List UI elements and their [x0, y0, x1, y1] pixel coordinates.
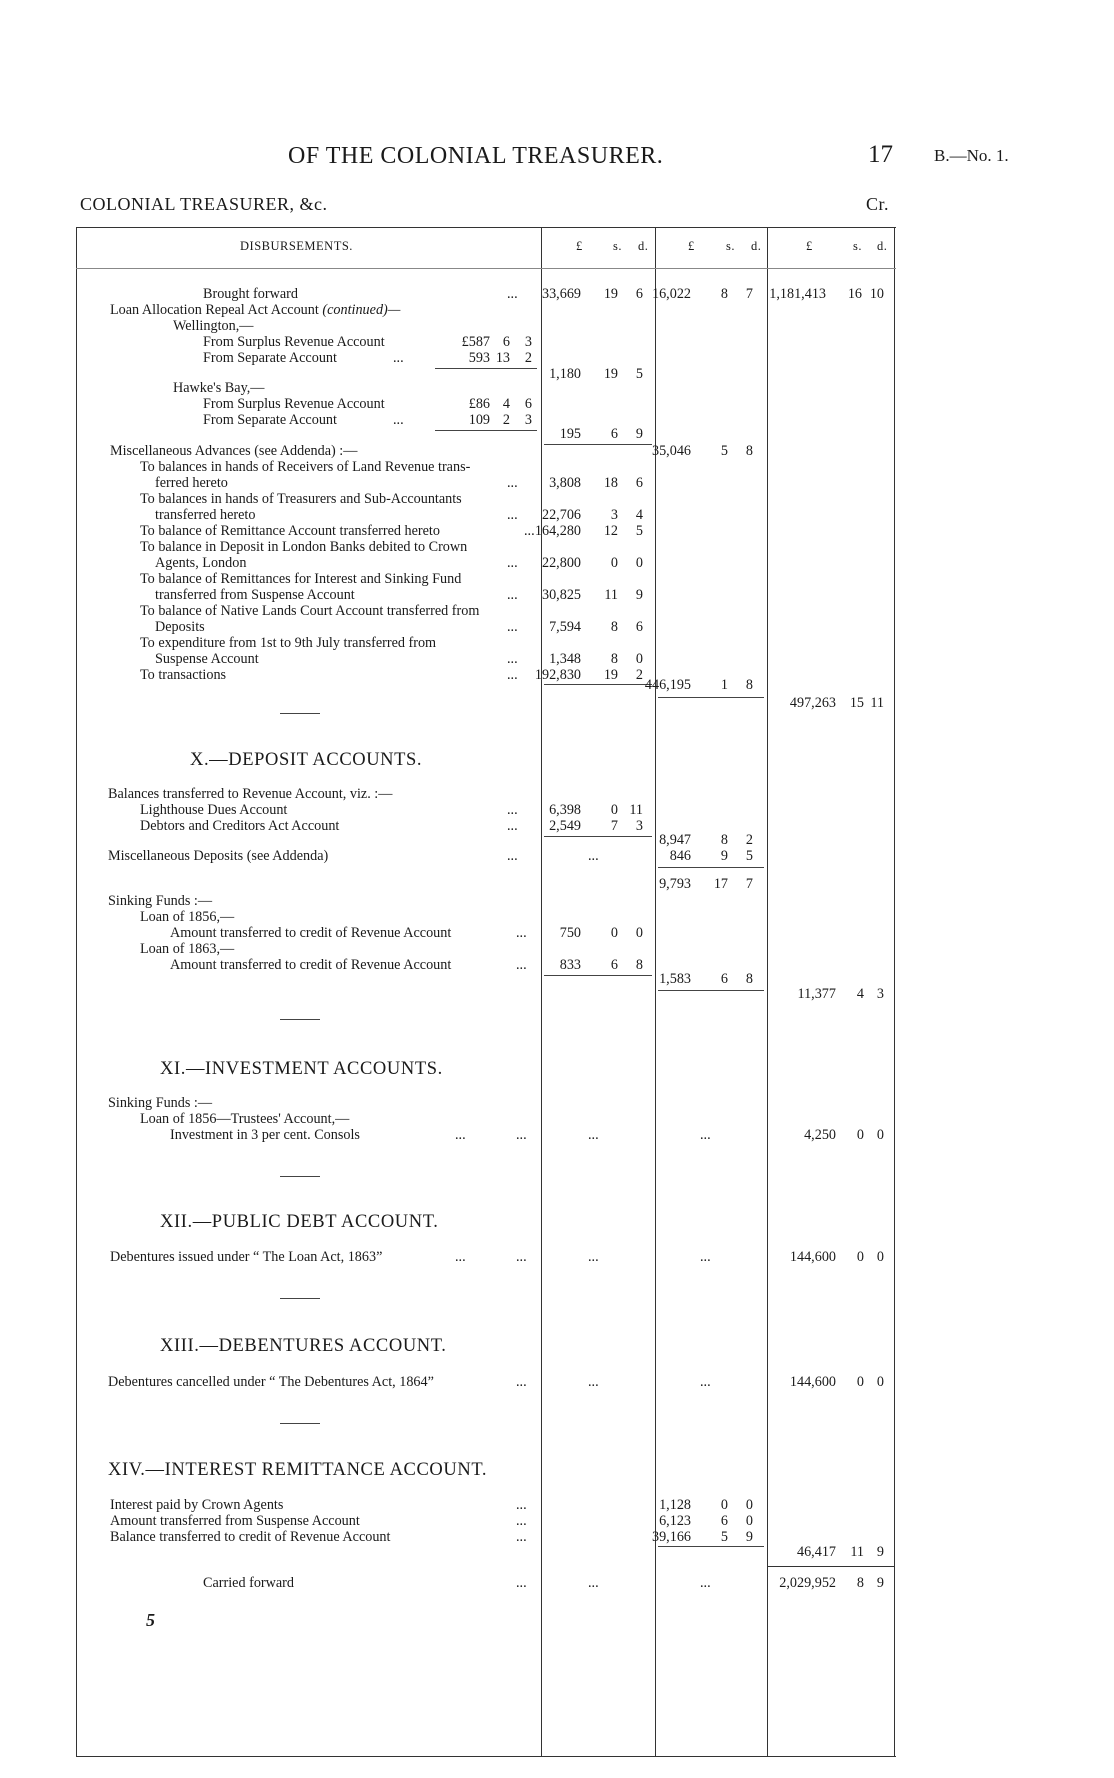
line-debentures-cancelled: Debentures cancelled under “ The Debentures Act, 1864”: [108, 1374, 434, 1390]
dots: ...: [507, 667, 518, 683]
dots: ...: [516, 1575, 527, 1591]
line-investment-consols: Investment in 3 per cent. Consols: [170, 1127, 360, 1143]
line-misc-deposits: Miscellaneous Deposits (see Addenda): [108, 848, 329, 864]
line-loan-1856: Loan of 1856,—: [140, 909, 235, 925]
dots: ...: [455, 1127, 466, 1143]
line-remittance: To balance of Remittance Account transferred hereto: [140, 523, 440, 539]
line-loan-1863: Loan of 1863,—: [140, 941, 235, 957]
line-wellington-separate: From Separate Account: [203, 350, 337, 366]
dots: ...: [507, 286, 518, 302]
dots: ...: [455, 1249, 466, 1265]
line-debentures-issued: Debentures issued under “ The Loan Act, 1863”: [110, 1249, 383, 1265]
dots: ...: [516, 1127, 527, 1143]
line-loan-allocation: Loan Allocation Repeal Act Account (continued)—: [110, 302, 401, 318]
line-wellington: Wellington,—: [173, 318, 254, 334]
section-heading-public-debt: XII.—PUBLIC DEBT ACCOUNT.: [160, 1212, 439, 1232]
dots: ...: [588, 1575, 599, 1591]
column-header-shillings-3: s.: [853, 239, 862, 253]
line-deposit-1: To balance in Deposit in London Banks debited to Crown: [140, 539, 468, 555]
line-loan-1856-trustees: Loan of 1856—Trustees' Account,—: [140, 1111, 350, 1127]
dots: ...: [507, 651, 518, 667]
line-brought-forward: Brought forward: [203, 286, 298, 302]
line-remit-interest-2: transferred from Suspense Account: [155, 587, 355, 603]
line-amount-transferred-1863: Amount transferred to credit of Revenue Account: [170, 957, 452, 973]
dots: ...: [393, 350, 404, 366]
dots: ...: [588, 1374, 599, 1390]
line-balances-transferred: Balances transferred to Revenue Account, viz. :—: [108, 786, 393, 802]
dots: ...: [516, 1249, 527, 1265]
line-amount-transferred-1856: Amount transferred to credit of Revenue Account: [170, 925, 452, 941]
dots: ...: [516, 957, 527, 973]
dots: ...: [393, 412, 404, 428]
line-interest-paid: Interest paid by Crown Agents: [110, 1497, 284, 1513]
line-balance-revenue: Balance transferred to credit of Revenue Account: [110, 1529, 391, 1545]
line-hawkes-surplus: From Surplus Revenue Account: [203, 396, 385, 412]
column-header-pence-2: d.: [751, 239, 762, 253]
dots: ...: [700, 1374, 711, 1390]
dots: ...: [507, 818, 518, 834]
line-hawkes-bay: Hawke's Bay,—: [173, 380, 265, 396]
dots: ...: [588, 848, 599, 864]
credit-marker: Cr.: [866, 194, 890, 214]
line-carried-forward: Carried forward: [203, 1575, 294, 1591]
dots: ...: [507, 475, 518, 491]
line-native-lands-2: Deposits: [155, 619, 205, 635]
dots: ...: [507, 555, 518, 571]
page-heading: OF THE COLONIAL TREASURER.: [288, 143, 664, 169]
line-expenditure-1: To expenditure from 1st to 9th July transferred from: [140, 635, 437, 651]
dots: ...: [516, 1374, 527, 1390]
dots: ...: [507, 848, 518, 864]
column-header-pence-1: d.: [638, 239, 649, 253]
dots: ...: [700, 1249, 711, 1265]
column-header-pounds-1: £: [576, 239, 583, 253]
line-receivers-1: To balances in hands of Receivers of Land Revenue trans-: [140, 459, 471, 475]
line-expenditure-2: Suspense Account: [155, 651, 259, 667]
dots: ...: [524, 523, 535, 539]
line-lighthouse: Lighthouse Dues Account: [140, 802, 288, 818]
section-heading-deposit-accounts: X.—DEPOSIT ACCOUNTS.: [190, 750, 423, 770]
column-header-pounds-3: £: [806, 239, 813, 253]
dots: ...: [516, 1497, 527, 1513]
line-transactions: To transactions: [140, 667, 227, 683]
line-remit-interest-1: To balance of Remittances for Interest and Sinking Fund: [140, 571, 462, 587]
line-sinking-funds: Sinking Funds :—: [108, 893, 213, 909]
dots: ...: [700, 1575, 711, 1591]
dots: ...: [588, 1249, 599, 1265]
dots: ...: [507, 507, 518, 523]
dots: ...: [507, 587, 518, 603]
column-header-pounds-2: £: [688, 239, 695, 253]
line-treasurers-2: transferred hereto: [155, 507, 256, 523]
dots: ...: [507, 619, 518, 635]
account-subtitle: COLONIAL TREASURER, &c.: [80, 194, 328, 214]
dots: ...: [516, 925, 527, 941]
column-header-shillings-2: s.: [726, 239, 735, 253]
line-deposit-2: Agents, London: [155, 555, 247, 571]
section-heading-interest-remittance: XIV.—INTEREST REMITTANCE ACCOUNT.: [108, 1460, 488, 1480]
column-header-shillings-1: s.: [613, 239, 622, 253]
line-native-lands-1: To balance of Native Lands Court Account transferred from: [140, 603, 480, 619]
line-hawkes-separate: From Separate Account: [203, 412, 337, 428]
dots: ...: [588, 1127, 599, 1143]
line-misc-advances: Miscellaneous Advances (see Addenda) :—: [110, 443, 358, 459]
document-reference: B.—No. 1.: [934, 146, 1009, 165]
dots: ...: [507, 802, 518, 818]
line-amount-suspense: Amount transferred from Suspense Account: [110, 1513, 360, 1529]
column-header-pence-3: d.: [877, 239, 888, 253]
signature-mark: 5: [146, 1610, 155, 1630]
page-number: 17: [868, 141, 893, 168]
dots: ...: [516, 1513, 527, 1529]
line-treasurers-1: To balances in hands of Treasurers and Sub-Accountants: [140, 491, 462, 507]
section-heading-investment-accounts: XI.—INVESTMENT ACCOUNTS.: [160, 1059, 443, 1079]
column-header-disbursements: DISBURSEMENTS.: [240, 239, 353, 253]
line-receivers-2: ferred hereto: [155, 475, 228, 491]
line-sinking-funds-xi: Sinking Funds :—: [108, 1095, 213, 1111]
dots: ...: [700, 1127, 711, 1143]
line-debtors: Debtors and Creditors Act Account: [140, 818, 340, 834]
line-wellington-surplus: From Surplus Revenue Account: [203, 334, 385, 350]
section-heading-debentures: XIII.—DEBENTURES ACCOUNT.: [160, 1336, 447, 1356]
dots: ...: [516, 1529, 527, 1545]
